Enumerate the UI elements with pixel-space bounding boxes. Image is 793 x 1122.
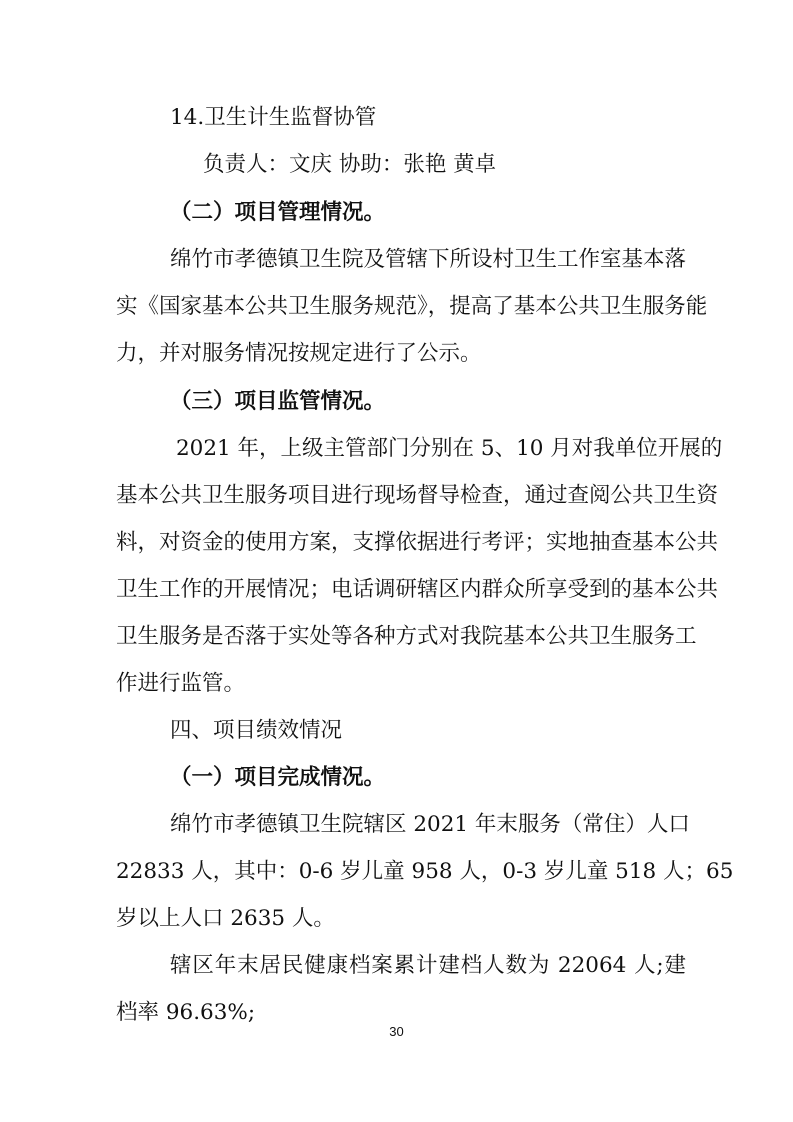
page-number: 30 — [389, 1024, 404, 1039]
paragraph-supervision-line-5: 卫生服务是否落于实处等各种方式对我院基本公共卫生服务工 — [116, 624, 697, 649]
paragraph-supervision-line-4: 卫生工作的开展情况；电话调研辖区内群众所享受到的基本公共 — [116, 577, 719, 602]
paragraph-population-line-2: 22833 人，其中：0-6 岁儿童 958 人，0-3 岁儿童 518 人；65 — [116, 859, 734, 884]
paragraph-health-records-line-1: 辖区年末居民健康档案累计建档人数为 22064 人;建 — [170, 953, 686, 978]
paragraph-population-line-1: 绵竹市孝德镇卫生院辖区 2021 年末服务（常住）人口 — [170, 812, 690, 837]
paragraph-health-records-line-2: 档率 96.63%; — [116, 1000, 256, 1025]
paragraph-population-line-3: 岁以上人口 2635 人。 — [116, 906, 335, 931]
item-14-title: 14.卫生计生监督协管 — [170, 105, 377, 130]
section-heading-supervision: （三）项目监管情况。 — [170, 389, 386, 414]
paragraph-supervision-line-3: 料，对资金的使用方案，支撑依据进行考评；实地抽查基本公共 — [116, 530, 719, 555]
paragraph-supervision-line-2: 基本公共卫生服务项目进行现场督导检查，通过查阅公共卫生资 — [116, 483, 719, 508]
paragraph-management-line-3: 力，并对服务情况按规定进行了公示。 — [116, 341, 482, 366]
section-heading-performance: 四、项目绩效情况 — [170, 718, 343, 743]
paragraph-supervision-line-6: 作进行监管。 — [116, 671, 246, 696]
responsible-persons-line: 负责人：文庆 协助：张艳 黄卓 — [203, 152, 497, 177]
paragraph-management-line-1: 绵竹市孝德镇卫生院及管辖下所设村卫生工作室基本落 — [170, 247, 687, 272]
section-heading-management: （二）项目管理情况。 — [170, 200, 386, 225]
paragraph-management-line-2: 实《国家基本公共卫生服务规范》，提高了基本公共卫生服务能 — [116, 294, 708, 319]
paragraph-supervision-line-1: 2021 年，上级主管部门分别在 5、10 月对我单位开展的 — [176, 436, 723, 461]
section-heading-completion: （一）项目完成情况。 — [170, 765, 386, 790]
